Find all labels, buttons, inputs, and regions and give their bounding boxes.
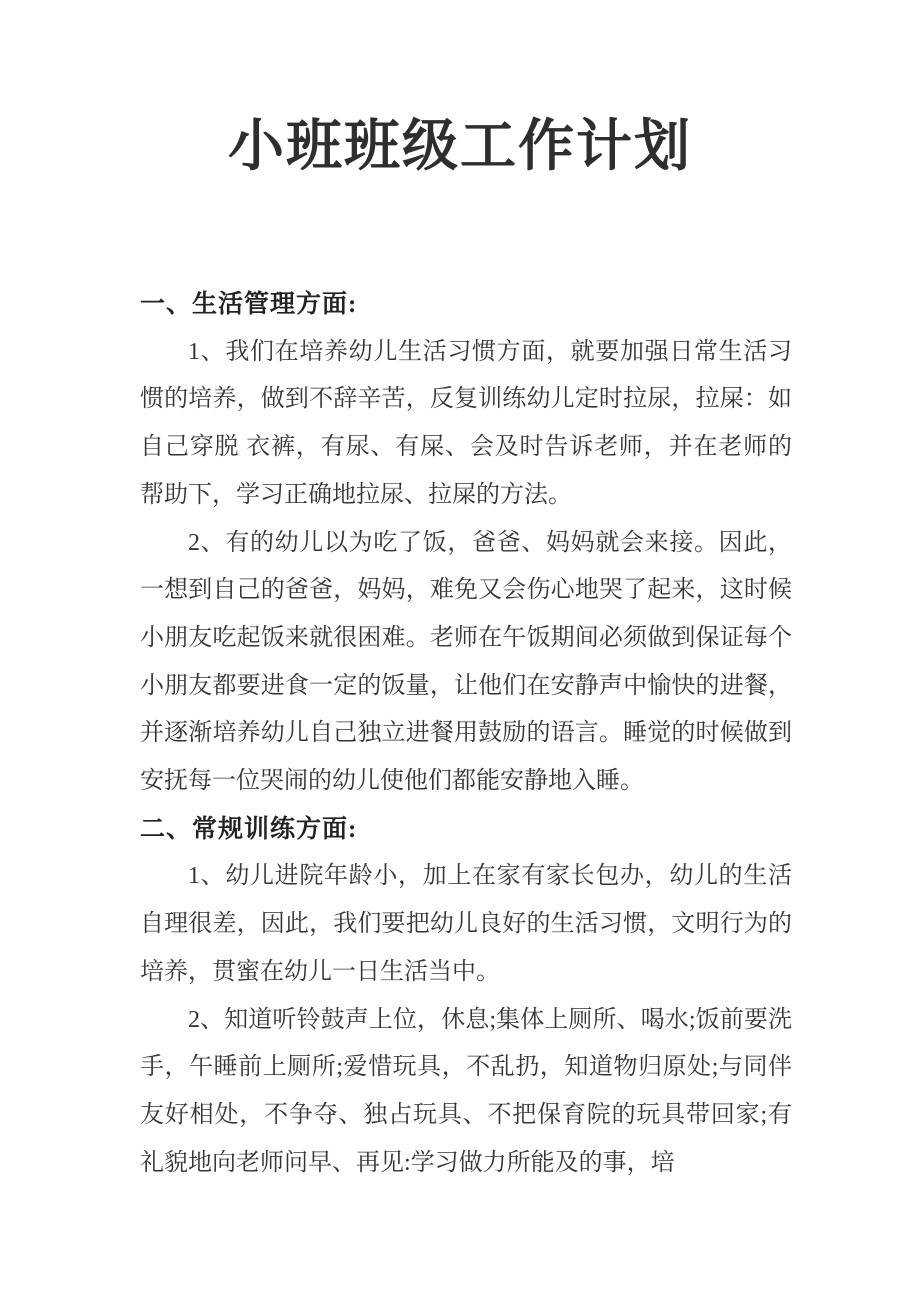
section-heading-life-management: 一、生活管理方面: <box>140 291 358 318</box>
paragraph: 1、幼儿进院年龄小，加上在家有家长包办，幼儿的生活自理很差，因此，我们要把幼儿良好的生活习惯，文明行为的培养，贯蜜在幼儿一日生活当中。 <box>140 863 792 985</box>
paragraph: 2、有的幼儿以为吃了饭，爸爸、妈妈就会来接。因此，一想到自己的爸爸，妈妈，难免又会伤心地哭了起来，这时候小朋友吃起饭来就很困难。老师在午饭期间必须做到保证每个小朋友都要进食一定的饭量，让他们在安静声中愉快的进餐，并逐渐培养幼儿自己独立进餐用鼓励的语言。睡觉的时候做到安抚每一位哭闹的幼儿使他们都能安静地入睡。 <box>140 529 792 795</box>
section-heading-routine-training: 二、常规训练方面: <box>140 815 358 843</box>
paragraph: 2、知道听铃鼓声上位，休息;集体上厕所、喝水;饭前要洗手，午睡前上厕所;爱惜玩具，不乱扔，知道物归原处;与同伴友好相处，不争夺、独占玩具、不把保育院的玩具带回家;有礼貌地向老师问早、再见:学习做力所能及的事，培 <box>140 1006 792 1176</box>
paragraph: 1、我们在培养幼儿生活习惯方面，就要加强日常生活习惯的培养，做到不辞辛苦，反复训练幼儿定时拉尿，拉屎：如自己穿脱 衣裤，有尿、有屎、会及时告诉老师，并在老师的帮助下，学习正确地拉尿、拉屎的方法。 <box>140 338 792 508</box>
document-body <box>140 281 792 1187</box>
document-title: 小班班级工作计划 <box>228 114 692 177</box>
